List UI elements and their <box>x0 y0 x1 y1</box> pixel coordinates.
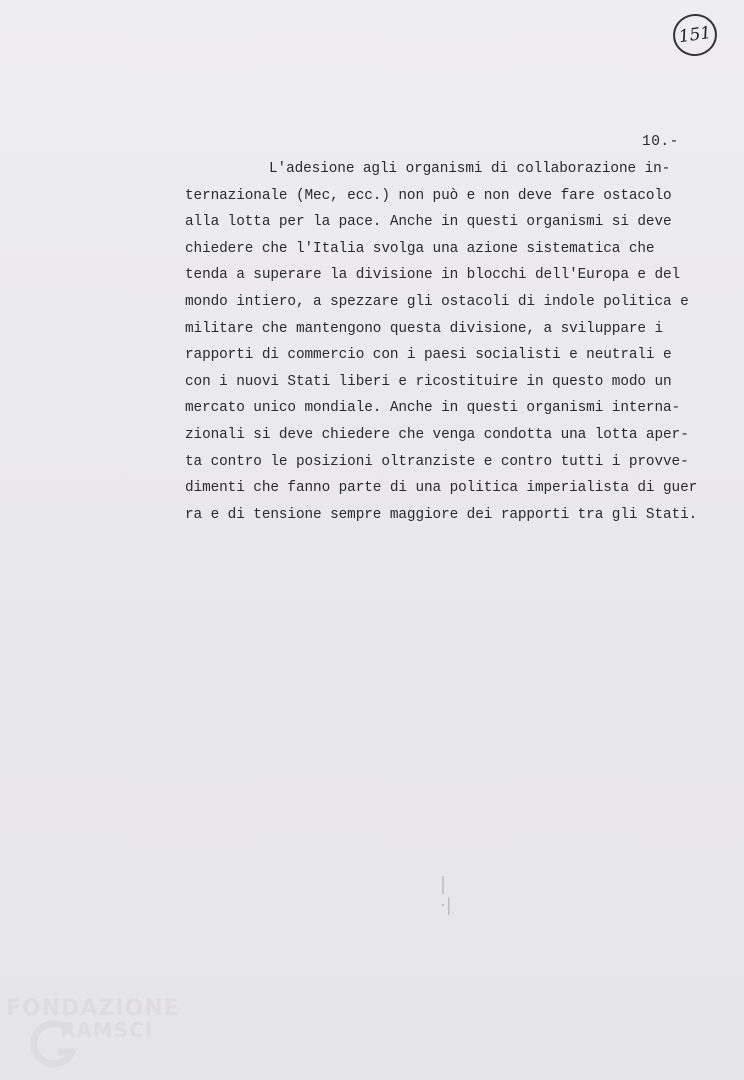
text-line: rapporti di commercio con i paesi socialisti e neutrali e <box>185 347 672 364</box>
page-number: 10.- <box>642 134 679 150</box>
archive-stamp: 151 <box>670 11 719 59</box>
text-line: ra e di tensione sempre maggiore dei rapporti tra gli Stati. <box>185 506 698 523</box>
text-line: alla lotta per la pace. Anche in questi organismi si deve <box>185 214 672 231</box>
text-line: militare che mantengono questa divisione, a sviluppare i <box>185 320 664 337</box>
foundation-watermark <box>4 996 204 1076</box>
watermark-line2: RAMSCI <box>60 1018 154 1042</box>
text-line: chiedere che l'Italia svolga una azione sistematica che <box>185 240 655 257</box>
text-line: L'adesione agli organismi di collaborazione in- <box>269 161 671 177</box>
text-line: dimenti che fanno parte di una politica imperialista di guer <box>185 480 698 497</box>
text-line: con i nuovi Stati liberi e ricostituire in questo modo un <box>185 373 672 390</box>
body-text <box>185 156 725 528</box>
text-line: tenda a superare la divisione in blocchi dell'Europa e del <box>185 267 681 284</box>
watermark-line1: FONDAZIONE <box>6 996 180 1021</box>
text-line: ta contro le posizioni oltranziste e contro tutti i provve- <box>185 453 689 470</box>
text-line: zionali si deve chiedere che venga condotta una lotta aper- <box>185 426 689 443</box>
text-line: ternazionale (Mec, ecc.) non può e non deve fare ostacolo <box>185 187 672 204</box>
text-line: mercato unico mondiale. Anche in questi organismi interna- <box>185 400 681 417</box>
margin-mark: |·| <box>440 874 452 916</box>
text-line: mondo intiero, a spezzare gli ostacoli di indole politica e <box>185 293 689 310</box>
